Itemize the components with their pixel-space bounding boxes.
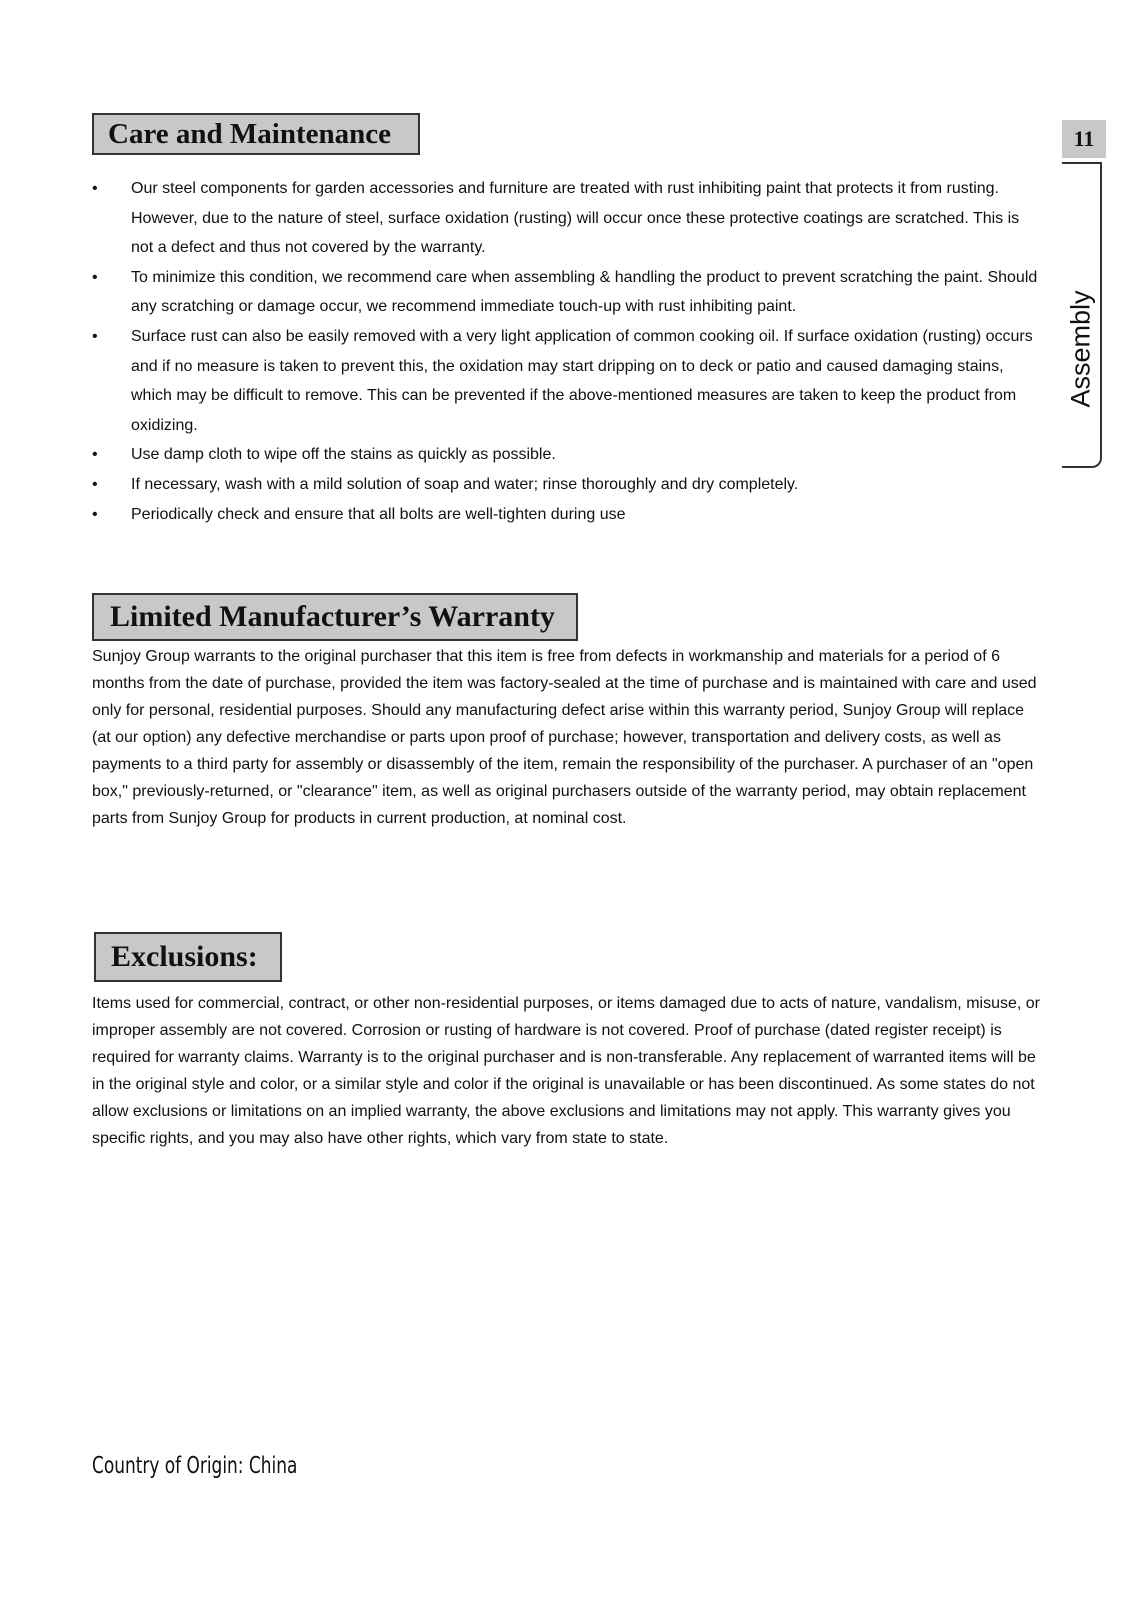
list-item bbox=[92, 174, 1042, 263]
bullet-icon: • bbox=[92, 475, 98, 493]
list-item bbox=[92, 440, 1042, 470]
list-item-text: If necessary, wash with a mild solution of soap and water; rinse thoroughly and dry completely. bbox=[131, 475, 799, 493]
exclusions-heading: Exclusions: bbox=[94, 932, 282, 982]
exclusions-paragraph: Items used for commercial, contract, or other non-residential purposes, or items damaged due to acts of nature, vandalism, misuse, or improper assembly are not covered. Corrosion or rusting of hardware is not covered. Proof of purchase (dated register receipt) is required for warranty claims. Warranty is to the original purchaser and is non-transferable. Any replacement of warranted items will be in the original style and color, or a similar style and color if the original is unavailable or has been discontinued. As some states do not allow exclusions or limitations on an implied warranty, the above exclusions and limitations may not apply. This warranty gives you specific rights, and you may also have other rights, which vary from state to state. bbox=[92, 995, 1040, 1147]
country-of-origin: Country of Origin: China bbox=[92, 1453, 298, 1479]
list-item bbox=[92, 263, 1042, 322]
section-tab bbox=[1062, 162, 1102, 468]
bullet-icon: • bbox=[92, 327, 98, 345]
care-maintenance-heading: Care and Maintenance bbox=[92, 113, 420, 155]
list-item-text: To minimize this condition, we recommend care when assembling & handling the product to prevent scratching the paint. Should any scratching or damage occur, we recommend immediate touch-up with rust inhibiting paint. bbox=[131, 268, 1038, 316]
bullet-icon: • bbox=[92, 180, 98, 197]
list-item bbox=[92, 500, 1042, 530]
list-item-text: Periodically check and ensure that all bolts are well-tighten during use bbox=[131, 505, 626, 523]
warranty-paragraph: Sunjoy Group warrants to the original purchaser that this item is free from defects in workmanship and materials for a period of 6 months from the date of purchase, provided the item was factory-sealed at the time of purchase and is maintained with care and used only for personal, residential purposes. Should any manufacturing defect arise within this warranty period, Sunjoy Group will replace (at our option) any defective merchandise or parts upon proof of purchase; however, transportation and delivery costs, as well as payments to a third party for assembly or disassembly of the item, remain the responsibility of the purchaser. A purchaser of an "open box," previously-returned, or "clearance" item, as well as original purchasers outside of the warranty period, may obtain replacement parts from Sunjoy Group for products in current production, at nominal cost. bbox=[92, 648, 1037, 827]
list-item-text: Use damp cloth to wipe off the stains as quickly as possible. bbox=[131, 446, 556, 464]
care-bullet-list bbox=[92, 174, 1042, 529]
section-tab-label: Assembly bbox=[1065, 290, 1096, 408]
warranty-heading: Limited Manufacturer’s Warranty bbox=[92, 593, 578, 641]
page-number: 11 bbox=[1062, 120, 1106, 158]
bullet-icon: • bbox=[92, 505, 98, 523]
list-item-text: Our steel components for garden accessories and furniture are treated with rust inhibiting paint that protects it from rusting. However, due to the nature of steel, surface oxidation (rusting) will occur once these protective coatings are scratched. This is not a defect and thus not covered by the warranty. bbox=[131, 180, 1020, 257]
bullet-icon: • bbox=[92, 446, 98, 464]
bullet-icon: • bbox=[92, 268, 98, 286]
list-item bbox=[92, 470, 1042, 500]
list-item-text: Surface rust can also be easily removed with a very light application of common cooking oil. If surface oxidation (rusting) occurs and if no measure is taken to prevent this, the oxidation may start dripping on to deck or patio and caused damaging stains, which may be difficult to remove. This can be prevented if the above-mentioned measures are taken to keep the product from oxidizing. bbox=[131, 327, 1033, 434]
list-item bbox=[92, 322, 1042, 440]
